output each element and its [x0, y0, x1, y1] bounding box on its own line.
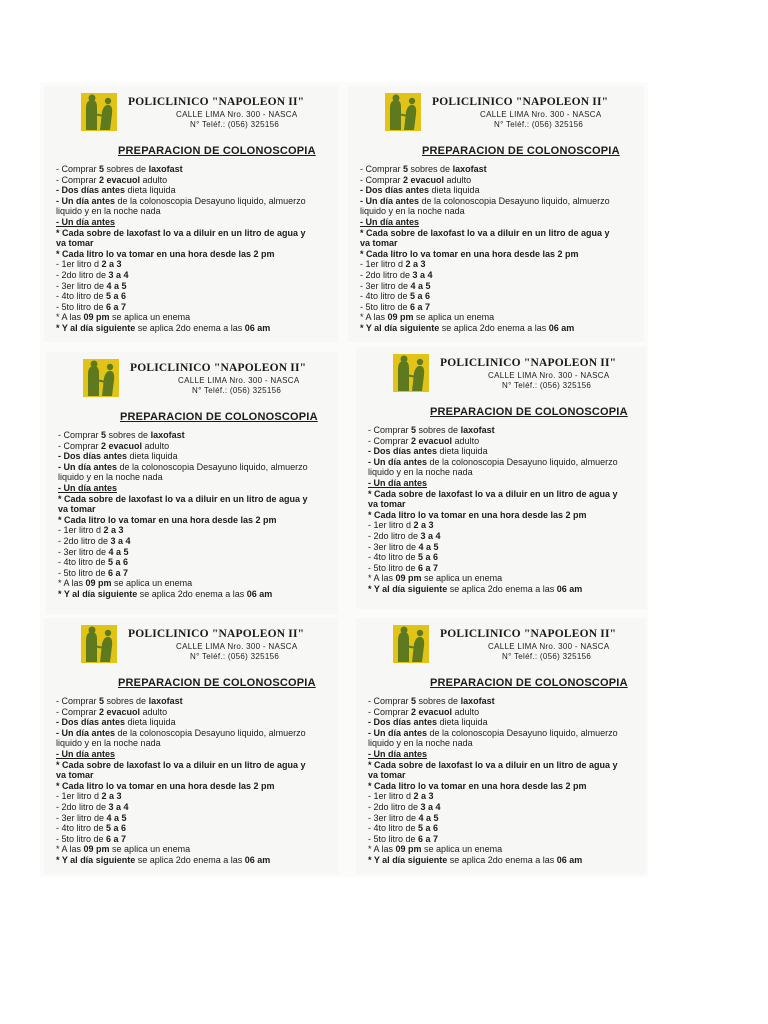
instruction-line: * Cada litro lo va tomar en una hora desde las 2 pm — [56, 780, 275, 791]
clinic-phone: N° Teléf.: (056) 325156 — [192, 386, 282, 395]
clinic-name: POLICLINICO "NAPOLEON II" — [128, 96, 305, 108]
document-title: PREPARACION DE COLONOSCOPIA — [430, 406, 628, 418]
instruction-line: va tomar — [368, 770, 406, 781]
instruction-line: - 3er litro de 4 a 5 — [360, 280, 431, 291]
clinic-logo-icon — [80, 624, 118, 664]
instruction-line: - 5to litro de 6 a 7 — [56, 833, 127, 844]
clinic-header — [392, 353, 646, 395]
instruction-line: - Comprar 2 evacuol adulto — [368, 706, 480, 717]
instruction-line: * A las 09 pm se aplica un enema — [360, 312, 495, 323]
instruction-line: * Cada sobre de laxofast lo va a diluir en un litro de agua y — [58, 493, 308, 504]
instruction-line: - 4to litro de 5 a 6 — [368, 823, 439, 834]
instruction-line: - 5to litro de 6 a 7 — [58, 567, 129, 578]
instruction-line: * Cada litro lo va tomar en una hora desde las 2 pm — [368, 780, 587, 791]
clinic-header — [80, 92, 338, 134]
clinic-address: CALLE LIMA Nro. 300 - NASCA — [176, 642, 298, 651]
instruction-line: - Dos días antes dieta liquida — [368, 446, 488, 457]
instruction-line: - 5to litro de 6 a 7 — [360, 301, 431, 312]
instruction-line: liquido y en la noche nada — [368, 738, 473, 749]
instruction-line: - Comprar 2 evacuol adulto — [58, 440, 170, 451]
instruction-line: - Comprar 5 sobres de laxofast — [368, 696, 495, 706]
instruction-line: liquido y en la noche nada — [368, 467, 473, 478]
clinic-address: CALLE LIMA Nro. 300 - NASCA — [176, 110, 298, 119]
clinic-name: POLICLINICO "NAPOLEON II" — [128, 628, 305, 640]
instruction-line: - Un día antes — [58, 482, 118, 493]
instruction-line: va tomar — [58, 504, 96, 515]
instruction-line: va tomar — [360, 238, 398, 249]
instruction-line: - Dos días antes dieta liquida — [56, 717, 176, 728]
instruction-line: - 2do litro de 3 a 4 — [368, 801, 441, 812]
instruction-line: - 5to litro de 6 a 7 — [368, 562, 439, 573]
instruction-card-1 — [44, 86, 338, 342]
instructions-list — [368, 696, 646, 866]
clinic-address: CALLE LIMA Nro. 300 - NASCA — [488, 642, 610, 651]
instruction-line: - Un día antes de la colonoscopia Desayuno liquido, almuerzo — [368, 727, 618, 738]
clinic-logo-icon — [384, 92, 422, 132]
instruction-line: va tomar — [56, 238, 94, 249]
instruction-line: - 2do litro de 3 a 4 — [56, 269, 129, 280]
clinic-phone: N° Teléf.: (056) 325156 — [502, 652, 592, 661]
instruction-line: - Comprar 5 sobres de laxofast — [56, 164, 183, 174]
clinic-phone: N° Teléf.: (056) 325156 — [190, 120, 280, 129]
instruction-line: - 1er litro d 2 a 3 — [56, 259, 122, 270]
clinic-header — [80, 624, 338, 666]
clinic-name: POLICLINICO "NAPOLEON II" — [130, 362, 307, 374]
instruction-line: - 3er litro de 4 a 5 — [368, 541, 439, 552]
instruction-line: - 2do litro de 3 a 4 — [58, 535, 131, 546]
instruction-line: - 1er litro d 2 a 3 — [58, 525, 124, 536]
instruction-line: * Cada sobre de laxofast lo va a diluir en un litro de agua y — [360, 227, 610, 238]
instruction-line: va tomar — [368, 499, 406, 510]
instruction-line: - 2do litro de 3 a 4 — [360, 269, 433, 280]
instruction-line: * Y al día siguiente se aplica 2do enema a las 06 am — [58, 588, 273, 599]
instruction-line: - 5to litro de 6 a 7 — [56, 301, 127, 312]
instructions-list — [368, 425, 646, 595]
document-title: PREPARACION DE COLONOSCOPIA — [422, 145, 620, 157]
instruction-card-5 — [44, 618, 338, 874]
clinic-address: CALLE LIMA Nro. 300 - NASCA — [488, 371, 610, 380]
instruction-line: - 1er litro d 2 a 3 — [368, 791, 434, 802]
clinic-phone: N° Teléf.: (056) 325156 — [494, 120, 584, 129]
clinic-header — [82, 358, 338, 400]
instruction-line: - Un día antes de la colonoscopia Desayuno liquido, almuerzo — [58, 461, 308, 472]
instruction-line: - 1er litro d 2 a 3 — [368, 520, 434, 531]
instruction-line: - Un día antes de la colonoscopia Desayuno liquido, almuerzo — [56, 727, 306, 738]
clinic-address: CALLE LIMA Nro. 300 - NASCA — [178, 376, 300, 385]
instruction-line: * A las 09 pm se aplica un enema — [56, 312, 191, 323]
instruction-line: * Cada sobre de laxofast lo va a diluir en un litro de agua y — [56, 759, 306, 770]
instruction-line: - Un día antes — [56, 748, 116, 759]
instruction-line: liquido y en la noche nada — [58, 472, 163, 483]
instruction-line: - 4to litro de 5 a 6 — [56, 823, 127, 834]
instruction-line: - Comprar 2 evacuol adulto — [360, 174, 472, 185]
instruction-line: - 1er litro d 2 a 3 — [360, 259, 426, 270]
instruction-card-2 — [348, 86, 644, 342]
instruction-line: * Cada litro lo va tomar en una hora desde las 2 pm — [368, 509, 587, 520]
instruction-card-3 — [46, 352, 338, 614]
clinic-name: POLICLINICO "NAPOLEON II" — [440, 628, 617, 640]
instruction-line: - 1er litro d 2 a 3 — [56, 791, 122, 802]
instruction-line: * A las 09 pm se aplica un enema — [56, 844, 191, 855]
instruction-line: * Y al día siguiente se aplica 2do enema a las 06 am — [56, 854, 271, 865]
instruction-line: - Un día antes de la colonoscopia Desayuno liquido, almuerzo — [56, 195, 306, 206]
instruction-line: - Dos días antes dieta liquida — [360, 185, 480, 196]
instruction-line: - 3er litro de 4 a 5 — [56, 280, 127, 291]
instruction-line: - 2do litro de 3 a 4 — [56, 801, 129, 812]
instruction-line: - Un día antes — [360, 216, 420, 227]
clinic-logo-icon — [82, 358, 120, 398]
instruction-line: * Cada sobre de laxofast lo va a diluir en un litro de agua y — [56, 227, 306, 238]
clinic-logo-icon — [392, 624, 430, 664]
clinic-logo-icon — [392, 353, 430, 393]
clinic-name: POLICLINICO "NAPOLEON II" — [432, 96, 609, 108]
clinic-header — [392, 624, 646, 666]
instruction-line: - Comprar 2 evacuol adulto — [56, 706, 168, 717]
instruction-line: liquido y en la noche nada — [360, 206, 465, 217]
instruction-line: - Comprar 5 sobres de laxofast — [368, 425, 495, 435]
instruction-line: * Y al día siguiente se aplica 2do enema a las 06 am — [56, 322, 271, 333]
document-title: PREPARACION DE COLONOSCOPIA — [118, 145, 316, 157]
instruction-line: * Y al día siguiente se aplica 2do enema a las 06 am — [368, 583, 583, 594]
instruction-line: * A las 09 pm se aplica un enema — [58, 578, 193, 589]
instruction-line: - Comprar 2 evacuol adulto — [56, 174, 168, 185]
instruction-line: liquido y en la noche nada — [56, 738, 161, 749]
instruction-line: - 4to litro de 5 a 6 — [56, 291, 127, 302]
instruction-line: - Dos días antes dieta liquida — [368, 717, 488, 728]
instruction-line: - Dos días antes dieta liquida — [56, 185, 176, 196]
instruction-line: - Un día antes — [368, 748, 428, 759]
instruction-line: * Cada litro lo va tomar en una hora desde las 2 pm — [360, 248, 579, 259]
instruction-line: - Un día antes de la colonoscopia Desayuno liquido, almuerzo — [368, 456, 618, 467]
clinic-header — [384, 92, 644, 134]
instruction-line: - Un día antes — [56, 216, 116, 227]
instruction-line: - Un día antes de la colonoscopia Desayuno liquido, almuerzo — [360, 195, 610, 206]
instruction-line: - Comprar 5 sobres de laxofast — [56, 696, 183, 706]
instruction-line: - 3er litro de 4 a 5 — [58, 546, 129, 557]
instructions-list — [56, 164, 338, 334]
instruction-card-6 — [356, 618, 646, 874]
instruction-line: * Y al día siguiente se aplica 2do enema a las 06 am — [360, 322, 575, 333]
instruction-line: - Comprar 2 evacuol adulto — [368, 435, 480, 446]
instructions-list — [360, 164, 644, 334]
clinic-name: POLICLINICO "NAPOLEON II" — [440, 357, 617, 369]
instruction-line: - Comprar 5 sobres de laxofast — [360, 164, 487, 174]
instruction-line: - 5to litro de 6 a 7 — [368, 833, 439, 844]
instruction-line: - Dos días antes dieta liquida — [58, 451, 178, 462]
instruction-line: * Cada sobre de laxofast lo va a diluir en un litro de agua y — [368, 488, 618, 499]
document-title: PREPARACION DE COLONOSCOPIA — [118, 677, 316, 689]
clinic-logo-icon — [80, 92, 118, 132]
instruction-line: va tomar — [56, 770, 94, 781]
instruction-line: - 4to litro de 5 a 6 — [360, 291, 431, 302]
instruction-line: * Y al día siguiente se aplica 2do enema a las 06 am — [368, 854, 583, 865]
instruction-line: * Cada litro lo va tomar en una hora desde las 2 pm — [58, 514, 277, 525]
document-title: PREPARACION DE COLONOSCOPIA — [120, 411, 318, 423]
instruction-line: - 2do litro de 3 a 4 — [368, 530, 441, 541]
clinic-phone: N° Teléf.: (056) 325156 — [502, 381, 592, 390]
instruction-line: - 4to litro de 5 a 6 — [368, 552, 439, 563]
instruction-card-4 — [356, 347, 646, 609]
instruction-line: * A las 09 pm se aplica un enema — [368, 573, 503, 584]
clinic-phone: N° Teléf.: (056) 325156 — [190, 652, 280, 661]
instruction-line: liquido y en la noche nada — [56, 206, 161, 217]
instruction-line: - Un día antes — [368, 477, 428, 488]
instruction-line: - 3er litro de 4 a 5 — [56, 812, 127, 823]
instruction-line: - 3er litro de 4 a 5 — [368, 812, 439, 823]
instruction-line: * Cada litro lo va tomar en una hora desde las 2 pm — [56, 248, 275, 259]
instruction-line: - Comprar 5 sobres de laxofast — [58, 430, 185, 440]
instruction-line: - 4to litro de 5 a 6 — [58, 557, 129, 568]
instructions-list — [58, 430, 338, 600]
document-title: PREPARACION DE COLONOSCOPIA — [430, 677, 628, 689]
instructions-list — [56, 696, 338, 866]
instruction-line: * A las 09 pm se aplica un enema — [368, 844, 503, 855]
clinic-address: CALLE LIMA Nro. 300 - NASCA — [480, 110, 602, 119]
instruction-line: * Cada sobre de laxofast lo va a diluir en un litro de agua y — [368, 759, 618, 770]
